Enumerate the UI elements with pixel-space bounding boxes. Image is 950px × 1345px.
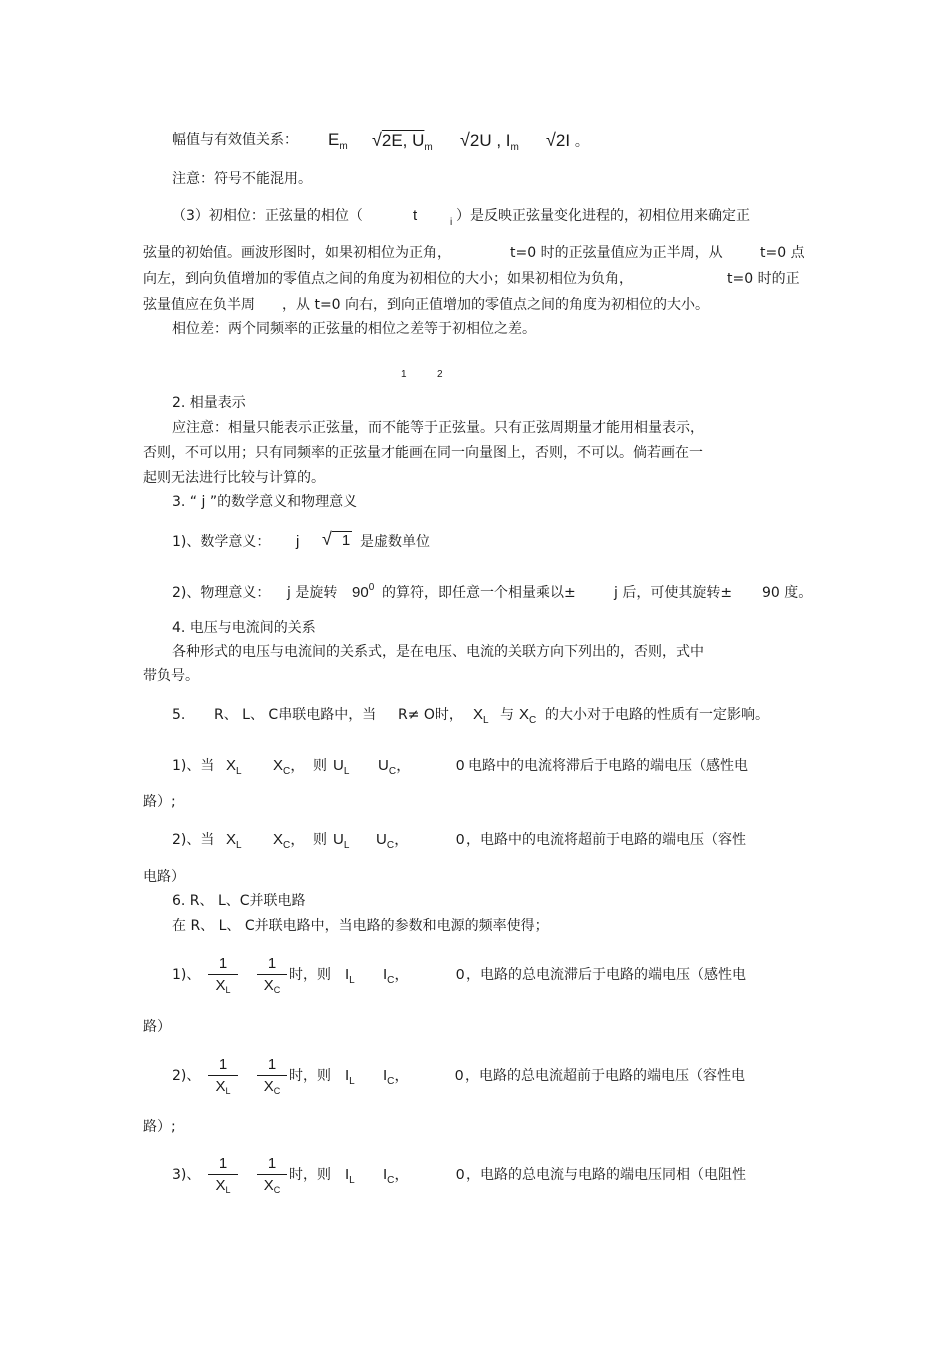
when-text: 时，则 [289,1068,331,1084]
fraction-1-over-xc: 1 $X_C$ [257,1155,287,1196]
subscript: m [339,141,348,152]
il-symbol: $I_L$ [345,1166,355,1186]
zero-value: 0 [456,757,465,774]
number: 90 [352,584,369,601]
case-result-cont: 路）; [143,794,176,810]
paragraph-line: 向左，到向负值增加的零值点之间的角度为初相位的大小；如果初相位为负角， [143,271,633,287]
case-result: ，电路中的电流将超前于电路的端电压（容性 [466,832,746,848]
fraction-1-over-xl: 1 $X_L$ [208,1155,238,1196]
case-label: 1)、当 [172,758,215,774]
expr: 2U , I [469,131,511,150]
paragraph-line: 否则，不可以用；只有同频率的正弦量才能画在同一向量图上，否则，不可以。倘若画在一 [143,445,703,461]
ic-symbol: $I_C$， [383,966,410,986]
section-number: 5. [172,707,186,723]
physics-meaning-line [172,584,270,602]
case-result: ，电路的总电流滞后于电路的端电压（感性电 [466,967,746,983]
paragraph-line: t=0 时的正弦量值应为正半周，从 [510,245,723,261]
xl-symbol [473,706,489,726]
text: 幅值与有效值关系： [172,132,298,148]
xl-symbol: $X_L$ [226,831,242,851]
initial-phase-line [172,207,363,225]
section-heading: 4. 电压与电流间的关系 [172,620,316,636]
section-heading: 2. 相量表示 [172,395,246,411]
sqrt-symbol: √ [546,130,556,150]
case-result-cont: 路） [143,1019,171,1035]
xc-symbol [519,706,536,726]
case-result: ，电路的总电流与电路的端电压同相（电阻性 [466,1167,746,1183]
and-text: 与 [500,707,514,723]
formula-sqrt2u [460,131,519,153]
case-label: 3)、 [172,1167,201,1183]
case-label: 2)、当 [172,832,215,848]
index-2: 2 [437,369,443,380]
sqrt-symbol: √ [322,529,332,549]
paragraph-line: ，从 t=0 向右，到向正值增加的零值点之间的角度为初相位的大小。 [282,297,710,313]
x: X [519,706,530,723]
il-symbol: $I_L$ [345,1067,355,1087]
text: 1)、数学意义： [172,534,271,550]
expr: 2I [555,131,571,150]
paragraph-line: 起则无法进行比较与计算的。 [143,470,325,486]
zero-value: 0 [456,966,465,983]
when-text: 时，则 [289,967,331,983]
subscript: L [483,715,489,726]
ninety-degree [352,584,374,604]
xl-symbol: $X_L$ [226,757,242,777]
fraction-1-over-xc: 1 $X_C$ [257,955,287,996]
operator-text: 90 度。 [762,585,813,601]
ic-symbol: $I_C$， [383,1166,410,1186]
series-circuit-text: 的大小对于电路的性质有一定影响。 [545,707,769,723]
case-result-cont: 电路） [143,869,185,885]
paragraph-line: 在 R、 L、 C并联电路中，当电路的参数和电源的频率使得； [172,918,549,934]
series-circuit-text: R≠ O时， [398,707,463,723]
paragraph-line: t=0 点 [760,245,805,261]
zero-value: 0 [455,1067,464,1084]
symbol: E [328,130,340,149]
subscript: m [424,142,433,153]
operator-text: 的算符，即任意一个相量乘以± [382,585,576,601]
phase-difference-line: 相位差：两个同频率的正弦量的相位之差等于初相位之差。 [172,321,536,337]
paragraph-line: 弦量值应在负半周 [143,297,255,313]
paragraph-line: 应注意：相量只能表示正弦量，而不能等于正弦量。只有正弦周期量才能用相量表示， [172,420,704,436]
formula-sqrt2e [372,131,433,153]
math-meaning-line [172,533,270,551]
when-text: 时，则 [289,1167,331,1183]
case-label: 1)、 [172,967,201,983]
zero-value: 0 [456,1166,465,1183]
sqrt-symbol: √ [372,130,382,150]
zero-value: 0 [456,831,465,848]
text: （3）初相位：正弦量的相位（ [172,208,363,224]
section-heading: 6. R、 L、C并联电路 [172,893,306,909]
xc-symbol: $X_C$， [273,831,306,851]
series-circuit-text: R、 L、 C串联电路中，当 [214,707,377,723]
index-1: 1 [401,369,407,380]
then-text: 则 [313,758,327,774]
uc-symbol: $U_C$， [376,831,410,851]
case-result: 电路中的电流将滞后于电路的端电压（感性电 [468,758,748,774]
case-result: ，电路的总电流超前于电路的端电压（容性电 [465,1068,745,1084]
paragraph-line: 各种形式的电压与电流间的关系式，是在电压、电流的关联方向下列出的，否则，式中 [172,644,704,660]
radicand: 1 [332,531,352,549]
subscript: m [510,142,519,153]
xc-symbol: $X_C$， [273,757,306,777]
expr: 2E, U [381,131,425,150]
operator-text: j 后，可使其旋转± [614,585,733,601]
case-label: 2)、 [172,1068,201,1084]
formula-sqrt2i [546,131,589,150]
subscript: C [529,715,537,726]
amplitude-rms-relation [172,131,298,149]
case-result-cont: 路）; [143,1119,176,1135]
paragraph-line: 带负号。 [143,668,199,684]
x: X [473,706,484,723]
j-symbol: j [296,533,300,550]
superscript: 0 [368,582,375,593]
sqrt-minus-one [322,530,352,550]
formula-em [328,131,348,152]
period: 。 [574,133,589,149]
text: 2)、物理意义： [172,585,271,601]
ul-symbol: $U_L$ [333,831,350,851]
fraction-1-over-xl: 1 $X_L$ [208,955,238,996]
fraction-1-over-xl: 1 $X_L$ [208,1056,238,1097]
initial-phase-line-end: ）是反映正弦量变化进程的，初相位用来确定正 [456,208,750,224]
ic-symbol: $I_C$， [383,1067,410,1087]
uc-symbol: $U_C$， [378,757,412,777]
t-symbol: t [413,207,418,224]
phase-subscript: i [450,217,453,228]
fraction-1-over-xc: 1 $X_C$ [257,1056,287,1097]
imaginary-unit-text: 是虚数单位 [360,534,430,550]
paragraph-line: 弦量的初始值。画波形图时，如果初相位为正角， [143,245,451,261]
then-text: 则 [313,832,327,848]
il-symbol: $I_L$ [345,966,355,986]
sqrt-symbol: √ [460,130,470,150]
phase-symbol [413,207,417,225]
note-line: 注意：符号不能混用。 [172,171,312,187]
section-heading: 3. “ j ”的数学意义和物理意义 [172,494,358,510]
ul-symbol: $U_L$ [333,757,350,777]
paragraph-line: t=0 时的正 [727,271,800,287]
rotation-text: j 是旋转 [287,585,338,601]
